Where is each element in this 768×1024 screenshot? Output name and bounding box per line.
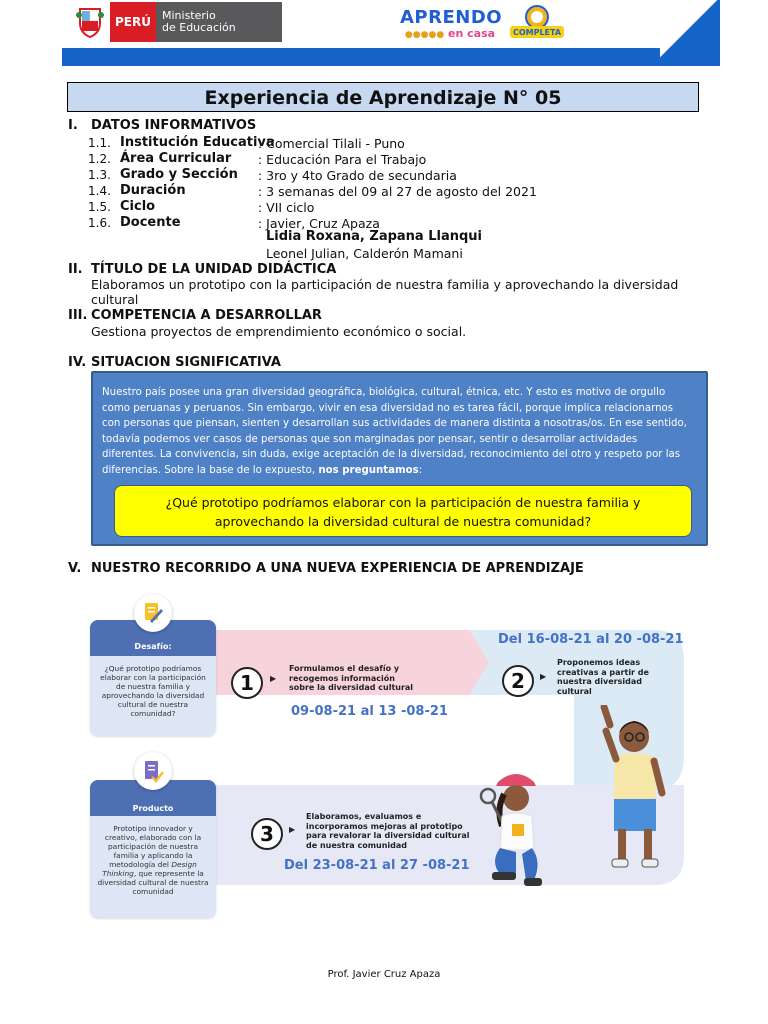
peru-label: PERÚ bbox=[110, 2, 156, 42]
info-row-number: 1.5. bbox=[88, 200, 111, 214]
boy-illustration bbox=[590, 705, 670, 875]
info-row-number: 1.2. bbox=[88, 152, 111, 166]
page-footer: Prof. Javier Cruz Apaza bbox=[327, 969, 441, 980]
girl-illustration bbox=[476, 770, 556, 890]
docente-3: Leonel Julian, Calderón Mamani bbox=[266, 246, 463, 261]
info-row-value: : 3 semanas del 09 al 27 de agosto del 2021 bbox=[258, 184, 537, 199]
info-row-label: Área Curricular bbox=[120, 151, 232, 166]
situation-line: todavía podemos ver casos de personas que son marginadas por pensar, sentir o desarrollar actividades bbox=[102, 433, 638, 445]
challenge-card bbox=[90, 620, 216, 736]
peru-shield-icon bbox=[70, 2, 110, 42]
ministry-line1: Ministerio bbox=[162, 9, 216, 22]
info-row-label: Docente bbox=[120, 215, 181, 230]
situation-line: diferentes. La convivencia, sin duda, exige aceptación de la diversidad, reconocimiento del otro y respeto por las bbox=[102, 449, 681, 460]
info-row-value: : Educación Para el Trabajo bbox=[258, 152, 427, 167]
step-1-text: Formulamos el desafío y recogemos información sobre la diversidad cultural bbox=[289, 664, 414, 692]
situation-line: como peruanas y peruanos. Sin embargo, vivir en esa diversidad no es tarea fácil, porque implica relacionarnos bbox=[102, 402, 674, 414]
question-line2: aprovechando la diversidad cultural de nuestra comunidad? bbox=[214, 514, 592, 529]
situation-bold: nos preguntamos bbox=[318, 464, 419, 476]
section-2-text-line1: Elaboramos un prototipo con la participación de nuestra familia y aprovechando la diversidad bbox=[91, 277, 679, 292]
docente-2: Lidia Roxana, Zapana Llanqui bbox=[266, 229, 483, 244]
checklist-icon bbox=[134, 752, 172, 790]
section-3-heading: III. COMPETENCIA A DESARROLLAR bbox=[68, 308, 322, 323]
section-1-heading: I. DATOS INFORMATIVOS bbox=[68, 118, 257, 133]
info-row-number: 1.4. bbox=[88, 184, 111, 198]
info-row-label: Ciclo bbox=[120, 199, 156, 214]
situation-line: Nuestro país posee una gran diversidad geográfica, biológica, cultural, étnica, etc. Y esto es motivo de orgullo bbox=[102, 387, 666, 398]
info-row-label: Duración bbox=[120, 183, 186, 198]
product-card-text: Prototipo innovador y creativo, elaborado con la participación de nuestra familia y aplicando la metodología del Design Thinking, que represente la diversidad cultural de nuestra comunidad bbox=[97, 824, 209, 896]
ministry-line2: de Educación bbox=[162, 21, 236, 34]
situation-line-last: diferencias. Sobre la base de lo expuesto, nos preguntamos: bbox=[102, 464, 423, 476]
aprendo-en-casa-logo bbox=[400, 7, 503, 44]
header-blue-bar bbox=[62, 48, 720, 66]
step-2-number: 2 bbox=[502, 665, 534, 697]
info-row-number: 1.3. bbox=[88, 168, 111, 182]
step-3-text: Elaboramos, evaluamos e incorporamos mejoras al prototipo para revalorar la diversidad cultural de nuestra comunidad bbox=[306, 812, 470, 850]
info-row-label: Institución Educativa bbox=[120, 135, 275, 150]
aprendo-text: APRENDO bbox=[400, 7, 503, 28]
question-line1: ¿Qué prototipo podríamos elaborar con la participación de nuestra familia y bbox=[165, 495, 641, 510]
situation-line: con personas que piensan, sienten y desarrollan sus actividades de manera distinta a nosotras/os. En ese sentido, bbox=[102, 418, 687, 429]
info-row-number: 1.1. bbox=[88, 136, 111, 150]
info-row-value: : 3ro y 4to Grado de secundaria bbox=[258, 168, 457, 183]
pencil-note-icon bbox=[134, 594, 172, 632]
info-row-value: : Comercial Tilali - Puno bbox=[258, 136, 405, 151]
step-2-text: Proponemos ideas creativas a partir de nuestra diversidad cultural bbox=[557, 658, 649, 696]
section-4-heading: IV. SITUACION SIGNIFICATIVA bbox=[68, 355, 281, 370]
product-card-header: Producto bbox=[90, 780, 216, 816]
respuesta-completa-logo bbox=[508, 4, 566, 44]
section-2-heading: II. TÍTULO DE LA UNIDAD DIDÁCTICA bbox=[68, 262, 337, 277]
section-2-text-line2: cultural bbox=[91, 292, 139, 307]
challenge-card-header: Desafío: bbox=[90, 620, 216, 656]
info-row-value: : Javier, Cruz Apaza bbox=[258, 216, 380, 231]
ministry-label bbox=[156, 2, 282, 42]
info-row-value: : VII ciclo bbox=[258, 200, 315, 215]
step-3-arrow-icon: ▶ bbox=[289, 825, 296, 834]
step-1-arrow-icon: ▶ bbox=[270, 674, 277, 683]
en-casa-text: ●●●●● en casa bbox=[404, 27, 496, 40]
date-step-3: Del 23-08-21 al 27 -08-21 bbox=[284, 858, 470, 873]
product-card bbox=[90, 780, 216, 918]
date-step-2: Del 16-08-21 al 20 -08-21 bbox=[498, 632, 684, 647]
step-3-number: 3 bbox=[251, 818, 283, 850]
section-5-heading: V. NUESTRO RECORRIDO A UNA NUEVA EXPERIENCIA DE APRENDIZAJE bbox=[68, 561, 584, 576]
minedu-logo bbox=[70, 2, 282, 42]
situation-text bbox=[102, 385, 698, 478]
step-2-arrow-icon: ▶ bbox=[540, 672, 547, 681]
date-step-1: 09-08-21 al 13 -08-21 bbox=[291, 704, 448, 719]
key-question bbox=[114, 485, 692, 537]
step-1-number: 1 bbox=[231, 667, 263, 699]
section-3-text: Gestiona proyectos de emprendimiento económico o social. bbox=[91, 324, 467, 339]
info-row-label: Grado y Sección bbox=[120, 167, 238, 182]
respuesta-text: COMPLETA bbox=[512, 28, 562, 37]
challenge-card-text: ¿Qué prototipo podríamos elaborar con la participación de nuestra familia y aprovechando la diversidad cultural de nuestra comunidad? bbox=[100, 664, 206, 718]
learning-path-diagram bbox=[84, 590, 694, 920]
info-row-number: 1.6. bbox=[88, 216, 111, 230]
page-title: Experiencia de Aprendizaje N° 05 bbox=[67, 82, 699, 112]
